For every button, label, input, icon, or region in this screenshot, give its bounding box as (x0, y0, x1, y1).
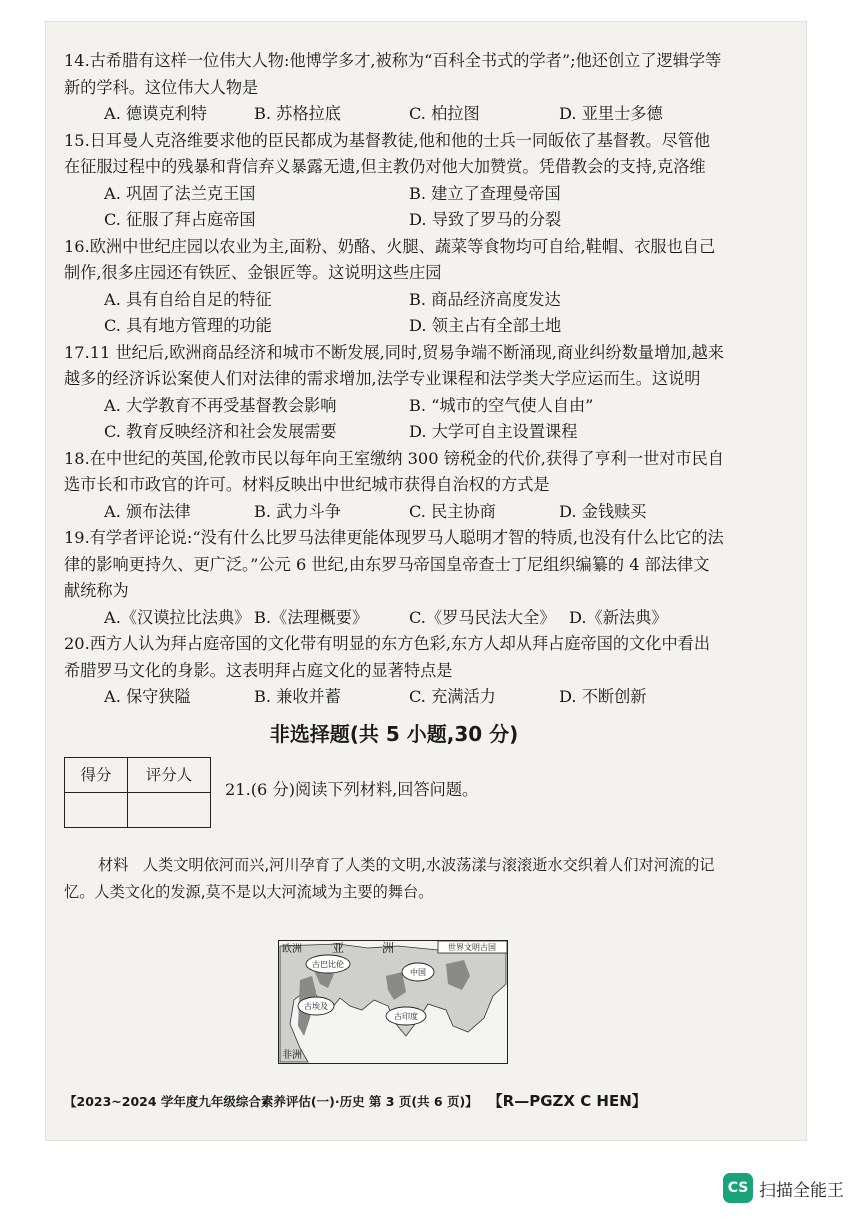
camscanner-logo-icon: CS (723, 1173, 753, 1203)
label-asia: 亚 (332, 941, 345, 955)
question-16: 16.欧洲中世纪庄园以农业为主,面粉、奶酪、火腿、蔬菜等食物均可自给,鞋帽、衣服也自己制作,很多庄园还有铁匠、金银匠等。这说明这些庄园 A. 具有自给自足的特征 B. 商品经济高度发达 C. 具有地方管理的功能 D. 领主占有全部土地 (64, 234, 724, 340)
footer-code: 【R—PGZX C HEN】 (487, 1092, 647, 1110)
score-header: 得分 (65, 758, 128, 793)
question-19: 19.有学者评论说:“没有什么比罗马法律更能体现罗马人聪明才智的特质,也没有什么比它的法律的影响更持久、更广泛。”公元 6 世纪,由东罗马帝国皇帝查士丁尼组织编纂的 4 部法律文献统称为 A.《汉谟拉比法典》 B.《法理概要》 C.《罗马民法大全》 D.《新法典》 (64, 525, 724, 631)
question-15: 15.日耳曼人克洛维要求他的臣民都成为基督教徒,他和他的士兵一同皈依了基督教。尽管他在征服过程中的残暴和背信弃义暴露无遗,但主教仍对他大加赞赏。凭借教会的支持,克洛维 A. 巩固了法兰克王国 B. 建立了查理曼帝国 C. 征服了拜占庭帝国 D. 导致了罗马的分裂 (64, 128, 724, 234)
section-title: 非选择题(共 5 小题,30 分) (269, 721, 519, 746)
question-17: 17.11 世纪后,欧洲商品经济和城市不断发展,同时,贸易争端不断涌现,商业纠纷数量增加,越来越多的经济诉讼案使人们对法律的需求增加,法学专业课程和法学类大学应运而生。这说明 A. 大学教育不再受基督教会影响 B. “城市的空气使人自由” C. 教育反映经济和社会发展需要 D. 大学可自主设置课程 (64, 340, 724, 446)
question-21-header (64, 757, 724, 828)
options: A. 大学教育不再受基督教会影响 B. “城市的空气使人自由” C. 教育反映经济和社会发展需要 D. 大学可自主设置课程 (104, 395, 594, 441)
label-europe: 欧洲 (282, 944, 302, 955)
grader-header: 评分人 (128, 758, 211, 793)
options: A. 具有自给自足的特征 B. 商品经济高度发达 C. 具有地方管理的功能 D. 领主占有全部土地 (104, 289, 562, 335)
question-21-prompt: 21.(6 分)阅读下列材料,回答问题。 (225, 780, 479, 799)
label-babylon: 古巴比伦 (312, 960, 344, 969)
label-egypt: 古埃及 (304, 1002, 328, 1011)
label-china: 中国 (410, 968, 426, 977)
label-africa: 非洲 (282, 1050, 302, 1061)
options: A. 巩固了法兰克王国 B. 建立了查理曼帝国 C. 征服了拜占庭帝国 D. 导致了罗马的分裂 (104, 183, 562, 229)
footer-info: 【2023~2024 学年度九年级综合素养评估(一)·历史 第 3 页(共 6 页)】 (64, 1093, 478, 1109)
question-14: 14.古希腊有这样一位伟大人物:他博学多才,被称为“百科全书式的学者”;他还创立了逻辑学等新的学科。这位伟大人物是 A. 德谟克利特 B. 苏格拉底 C. 柏拉图 D. 亚里士多德 (64, 48, 724, 128)
brand-name: 扫描全能王 (759, 1180, 844, 1201)
exam-content (64, 48, 724, 906)
page-footer (64, 1090, 744, 1111)
options: A. 保守狭隘 B. 兼收并蓄 C. 充满活力 D. 不断创新 (104, 687, 647, 706)
options: A. 德谟克利特 B. 苏格拉底 C. 柏拉图 D. 亚里士多德 (104, 104, 663, 123)
question-18: 18.在中世纪的英国,伦敦市民以每年向王室缴纳 300 镑税金的代价,获得了亨利一世对市民自选市长和市政官的许可。材料反映出中世纪城市获得自治权的方式是 A. 颁布法律 B. 武力斗争 C. 民主协商 D. 金钱赎买 (64, 446, 724, 526)
scanner-watermark (723, 1173, 844, 1203)
options: A.《汉谟拉比法典》 B.《法理概要》 C.《罗马民法大全》 D.《新法典》 (104, 607, 668, 627)
grader-cell[interactable] (128, 793, 211, 828)
score-table (64, 757, 211, 828)
score-cell[interactable] (65, 793, 128, 828)
label-india: 古印度 (394, 1012, 418, 1021)
material-text: 材料 人类文明依河而兴,河川孕育了人类的文明,水波荡漾与滚滚逝水交织着人们对河流的记忆。人类文化的发源,莫不是以大河流域为主要的舞台。 (64, 856, 715, 901)
ancient-civilizations-map (278, 940, 508, 1064)
map-title: 世界文明古国 (448, 943, 496, 952)
question-20: 20.西方人认为拜占庭帝国的文化带有明显的东方色彩,东方人却从拜占庭帝国的文化中看出希腊罗马文化的身影。这表明拜占庭文化的显著特点是 A. 保守狭隘 B. 兼收并蓄 C. 充满活力 D. 不断创新 (64, 631, 724, 711)
options: A. 颁布法律 B. 武力斗争 C. 民主协商 D. 金钱赎买 (104, 501, 647, 521)
label-asia-2: 洲 (382, 941, 395, 955)
